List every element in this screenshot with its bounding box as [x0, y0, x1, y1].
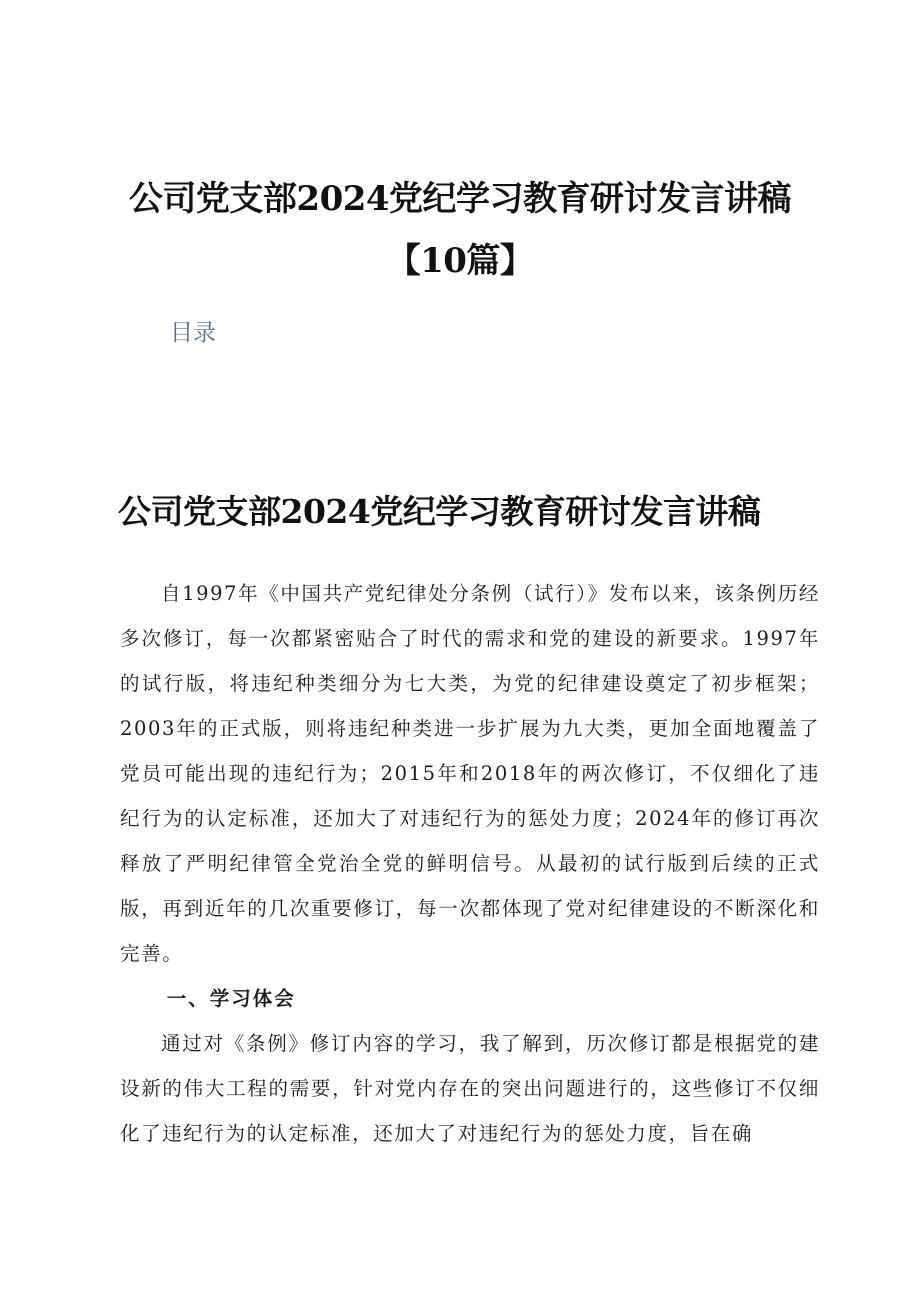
document-title-line-2: 【10篇】 [386, 241, 534, 281]
document-title-line-1: 公司党支部2024党纪学习教育研讨发言讲稿 [128, 179, 792, 219]
body-text [120, 571, 820, 1156]
body-paragraph: 通过对《条例》修订内容的学习，我了解到，历次修订都是根据党的建设新的伟大工程的需要，针对党内存在的突出问题进行的，这些修订不仅细化了违纪行为的认定标准，还加大了对违纪行为的惩处力度，旨在确 [120, 1032, 820, 1145]
table-of-contents-heading[interactable]: 目录 [170, 320, 216, 346]
section-title: 公司党支部2024党纪学习教育研讨发言讲稿 [118, 492, 761, 531]
document-title [120, 168, 800, 292]
intro-paragraph: 自1997年《中国共产党纪律处分条例（试行）》发布以来，该条例历经多次修订，每一次都紧密贴合了时代的需求和党的建设的新要求。1997年的试行版，将违纪种类细分为七大类，为党的纪律建设奠定了初步框架；2003年的正式版，则将违纪种类进一步扩展为九大类，更加全面地覆盖了党员可能出现的违纪行为；2015年和2018年的两次修订，不仅细化了违纪行为的认定标准，还加大了对违纪行为的惩处力度；2024年的修订再次释放了严明纪律管全党治全党的鲜明信号。从最初的试行版到后续的正式版，再到近年的几次重要修订，每一次都体现了党对纪律建设的不断深化和完善。 [120, 582, 820, 965]
subheading-study-experience: 一、学习体会 [166, 987, 296, 1010]
